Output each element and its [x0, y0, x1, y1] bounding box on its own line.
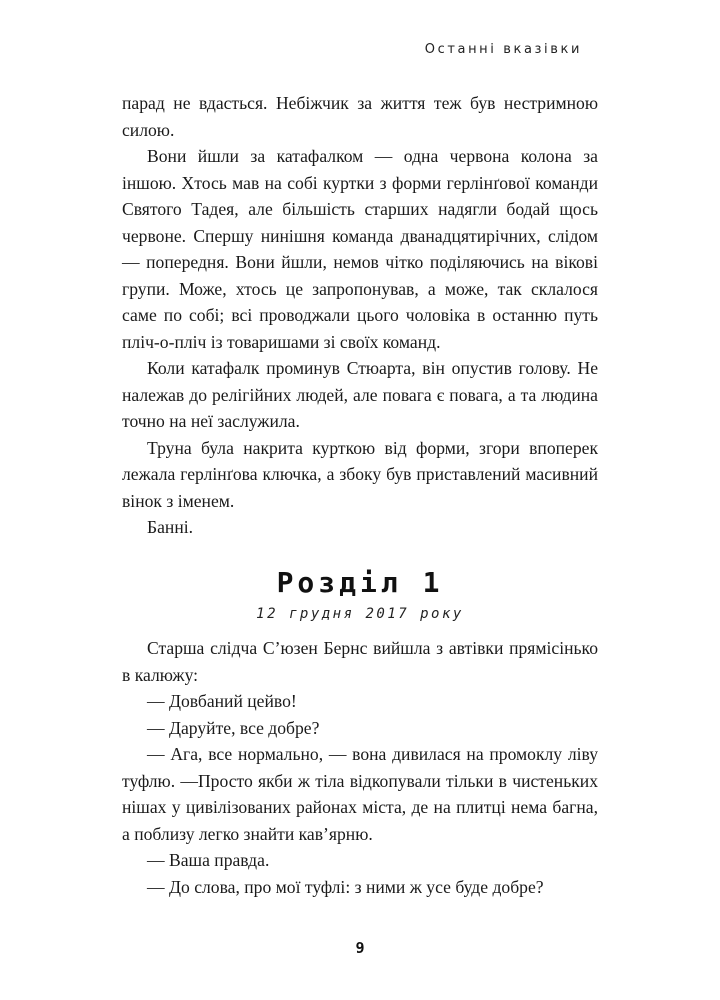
- paragraph: — До слова, про мої туфлі: з ними ж усе буде добре?: [147, 876, 544, 897]
- paragraph: парад не вдасться. Небіжчик за життя теж був нестримною силою.: [122, 93, 598, 140]
- paragraph: — Ваша правда.: [147, 850, 270, 870]
- paragraph: — Даруйте, все добре?: [147, 717, 320, 738]
- prologue-text: [122, 90, 598, 541]
- chapter-title: Розділ 1: [276, 566, 444, 599]
- paragraph: Вони йшли за катафалком — одна червона колона за іншою. Хтось мав на собі куртки з форми герлінґової команди Святого Тадея, але більшість старших надягли бодай щось червоне. Спершу нинішня команда дванадцятирічних, слідом — попередня. Вони йшли, немов чітко поділяючись на вікові групи. Може, хтось це запропонував, а може, так склалося саме по собі; всі проводжали цього чоловіка в останню путь пліч-о-пліч із товаришами зі своїх команд.: [122, 146, 598, 352]
- paragraph: Труна була накрита курткою від форми, згори впоперек лежала герлінґова ключка, а збоку був приставлений масивний вінок з іменем.: [122, 437, 598, 511]
- running-header: Останні вказівки: [424, 42, 582, 57]
- chapter-text: [122, 635, 598, 900]
- paragraph: Коли катафалк проминув Стюарта, він опустив голову. Не належав до релігійних людей, але повага є повага, а та людина точно на неї заслужила.: [122, 358, 598, 431]
- paragraph: Банні.: [147, 517, 194, 537]
- page-number: 9: [355, 939, 365, 957]
- paragraph: — Довбаний цейво!: [147, 691, 297, 711]
- chapter-date: 12 грудня 2017 року: [256, 606, 464, 622]
- paragraph: — Ага, все нормально, — вона дивилася на промоклу ліву туфлю. —Просто якби ж тіла відкопували тільки в чистеньких нішах у цивілізованих районах міста, де на плитці нема багна, а поблизу легко знайти кав’ярню.: [122, 744, 598, 844]
- paragraph: Старша слідча С’юзен Бернс вийшла з автівки прямісінько в калюжу:: [122, 638, 598, 685]
